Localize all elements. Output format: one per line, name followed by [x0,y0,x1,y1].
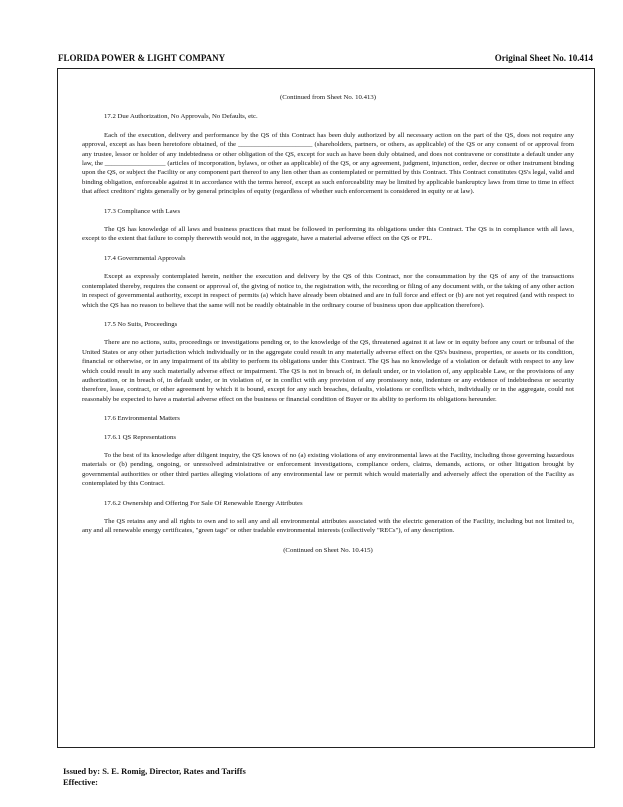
section-heading: 17.5 No Suits, Proceedings [104,320,178,328]
document-body [82,93,574,555]
section-heading: 17.4 Governmental Approvals [104,254,186,262]
company-name: FLORIDA POWER & LIGHT COMPANY [58,53,226,63]
page-footer [63,766,246,788]
continued-from: (Continued from Sheet No. 10.413) [280,94,376,101]
issued-by: Issued by: S. E. Romig, Director, Rates and Tariffs [63,766,246,776]
section-heading: 17.2 Due Authorization, No Approvals, No Defaults, etc. [104,113,258,121]
section-paragraph: The QS retains any and all rights to own and to sell any and all environmental attributes associated with the electric generation of the Facility, including but not limited to, any and all renewable energy certificates, "green tags" or other tradable environmental interests (collectively "RECs"), of any description. [82,518,574,535]
section-paragraph: The QS has knowledge of all laws and business practices that must be followed in performing its obligations under this Contract. The QS is in compliance with all laws, except to the extent that failure to comply therewith would not, in the aggregate, have a material adverse effect on the QS or FPL. [82,226,574,243]
section-paragraph: There are no actions, suits, proceedings or investigations pending or, to the knowledge of the QS, threatened against it at law or in equity before any court or tribunal of the United States or any other jurisdiction which individually or in the aggregate could result in any materially adverse effect on the QS's business, properties, or assets or its condition, financial or otherwise, or in any impairment of its ability to perform its obligations under this Contract. The QS has no knowledge of a violation or default with respect to any law which could result in any such materially adverse effect or impairment. The QS is not in breach of, in default under, or in violation of, any applicable Law, or the provisions of any authorization, or in breach of, in default under, or in violation of, or in conflict with any provision of any promissory note, indenture or any evidence of indebtedness or security therefore, lease, contract, or other agreement by which it is bound, except for any such breaches, defaults, violations or conflicts which, individually or in the aggregate, could not reasonably be expected to have a material adverse effect on the business or financial condition of Buyer or its ability to perform its obligations hereunder. [82,339,574,403]
sheet-number: Original Sheet No. 10.414 [494,53,593,63]
effective-date: Effective: [63,777,98,787]
section-heading: 17.6.2 Ownership and Offering For Sale Of Renewable Energy Attributes [104,499,303,507]
section-heading: 17.3 Compliance with Laws [104,207,181,215]
section-heading: 17.6.1 QS Representations [104,433,176,441]
section-paragraph: Each of the execution, delivery and performance by the QS of this Contract has been duly authorized by all necessary action on the part of the QS, does not require any approval, except as has been heretofore obtained, of the ______________________ (shareholders, partners, or others, as applicable) of the QS or any consent of or approval from any trustee, lessor or holder of any indebtedness or other obligation of the QS, except for such as have been duly obtained, and does not contravene or constitute a default under any law, the __________________ (articles of incorporation, bylaws, or other as applicable) of the QS, or any agreement, judgment, injunction, order, decree or other instrument binding upon the QS, or subject the Facility or any component part thereof to any lien other than as contemplated or permitted by this Contract. This Contract constitutes QS's legal, valid and binding obligation, enforceable against it in accordance with the terms hereof, except as such enforceability may be limited by applicable bankruptcy laws from time to time in effect that affect creditors' rights generally or by general principles of equity (regardless of whether such enforcement is considered in equity or at law). [82,131,574,196]
section-paragraph: To the best of its knowledge after diligent inquiry, the QS knows of no (a) existing violations of any environmental laws at the Facility, including those governing hazardous materials or (b) pending, ongoing, or unresolved administrative or enforcement investigations, compliance orders, claims, demands, actions, or other litigation brought by governmental authorities or other third parties alleging violations of any environmental law or permit which would materially and adversely affect the operation of the Facility as contemplated by this Contract. [82,451,574,488]
section-heading: 17.6 Environmental Matters [104,415,180,423]
section-paragraph: Except as expressly contemplated herein, neither the execution and delivery by the QS of this Contract, nor the consummation by the QS of any of the transactions contemplated thereby, requires the consent or approval of, the giving of notice to, the registration with, the recording or filing of any document with, or the taking of any other action in respect of governmental authority, except in respect of permits (a) which have already been obtained and are in full force and effect or (b) are not yet required (and with respect to which the QS has no reason to believe that the same will not be readily obtainable in the ordinary course of business upon due application therefore). [82,273,574,309]
continued-on: (Continued on Sheet No. 10.415) [283,546,373,554]
